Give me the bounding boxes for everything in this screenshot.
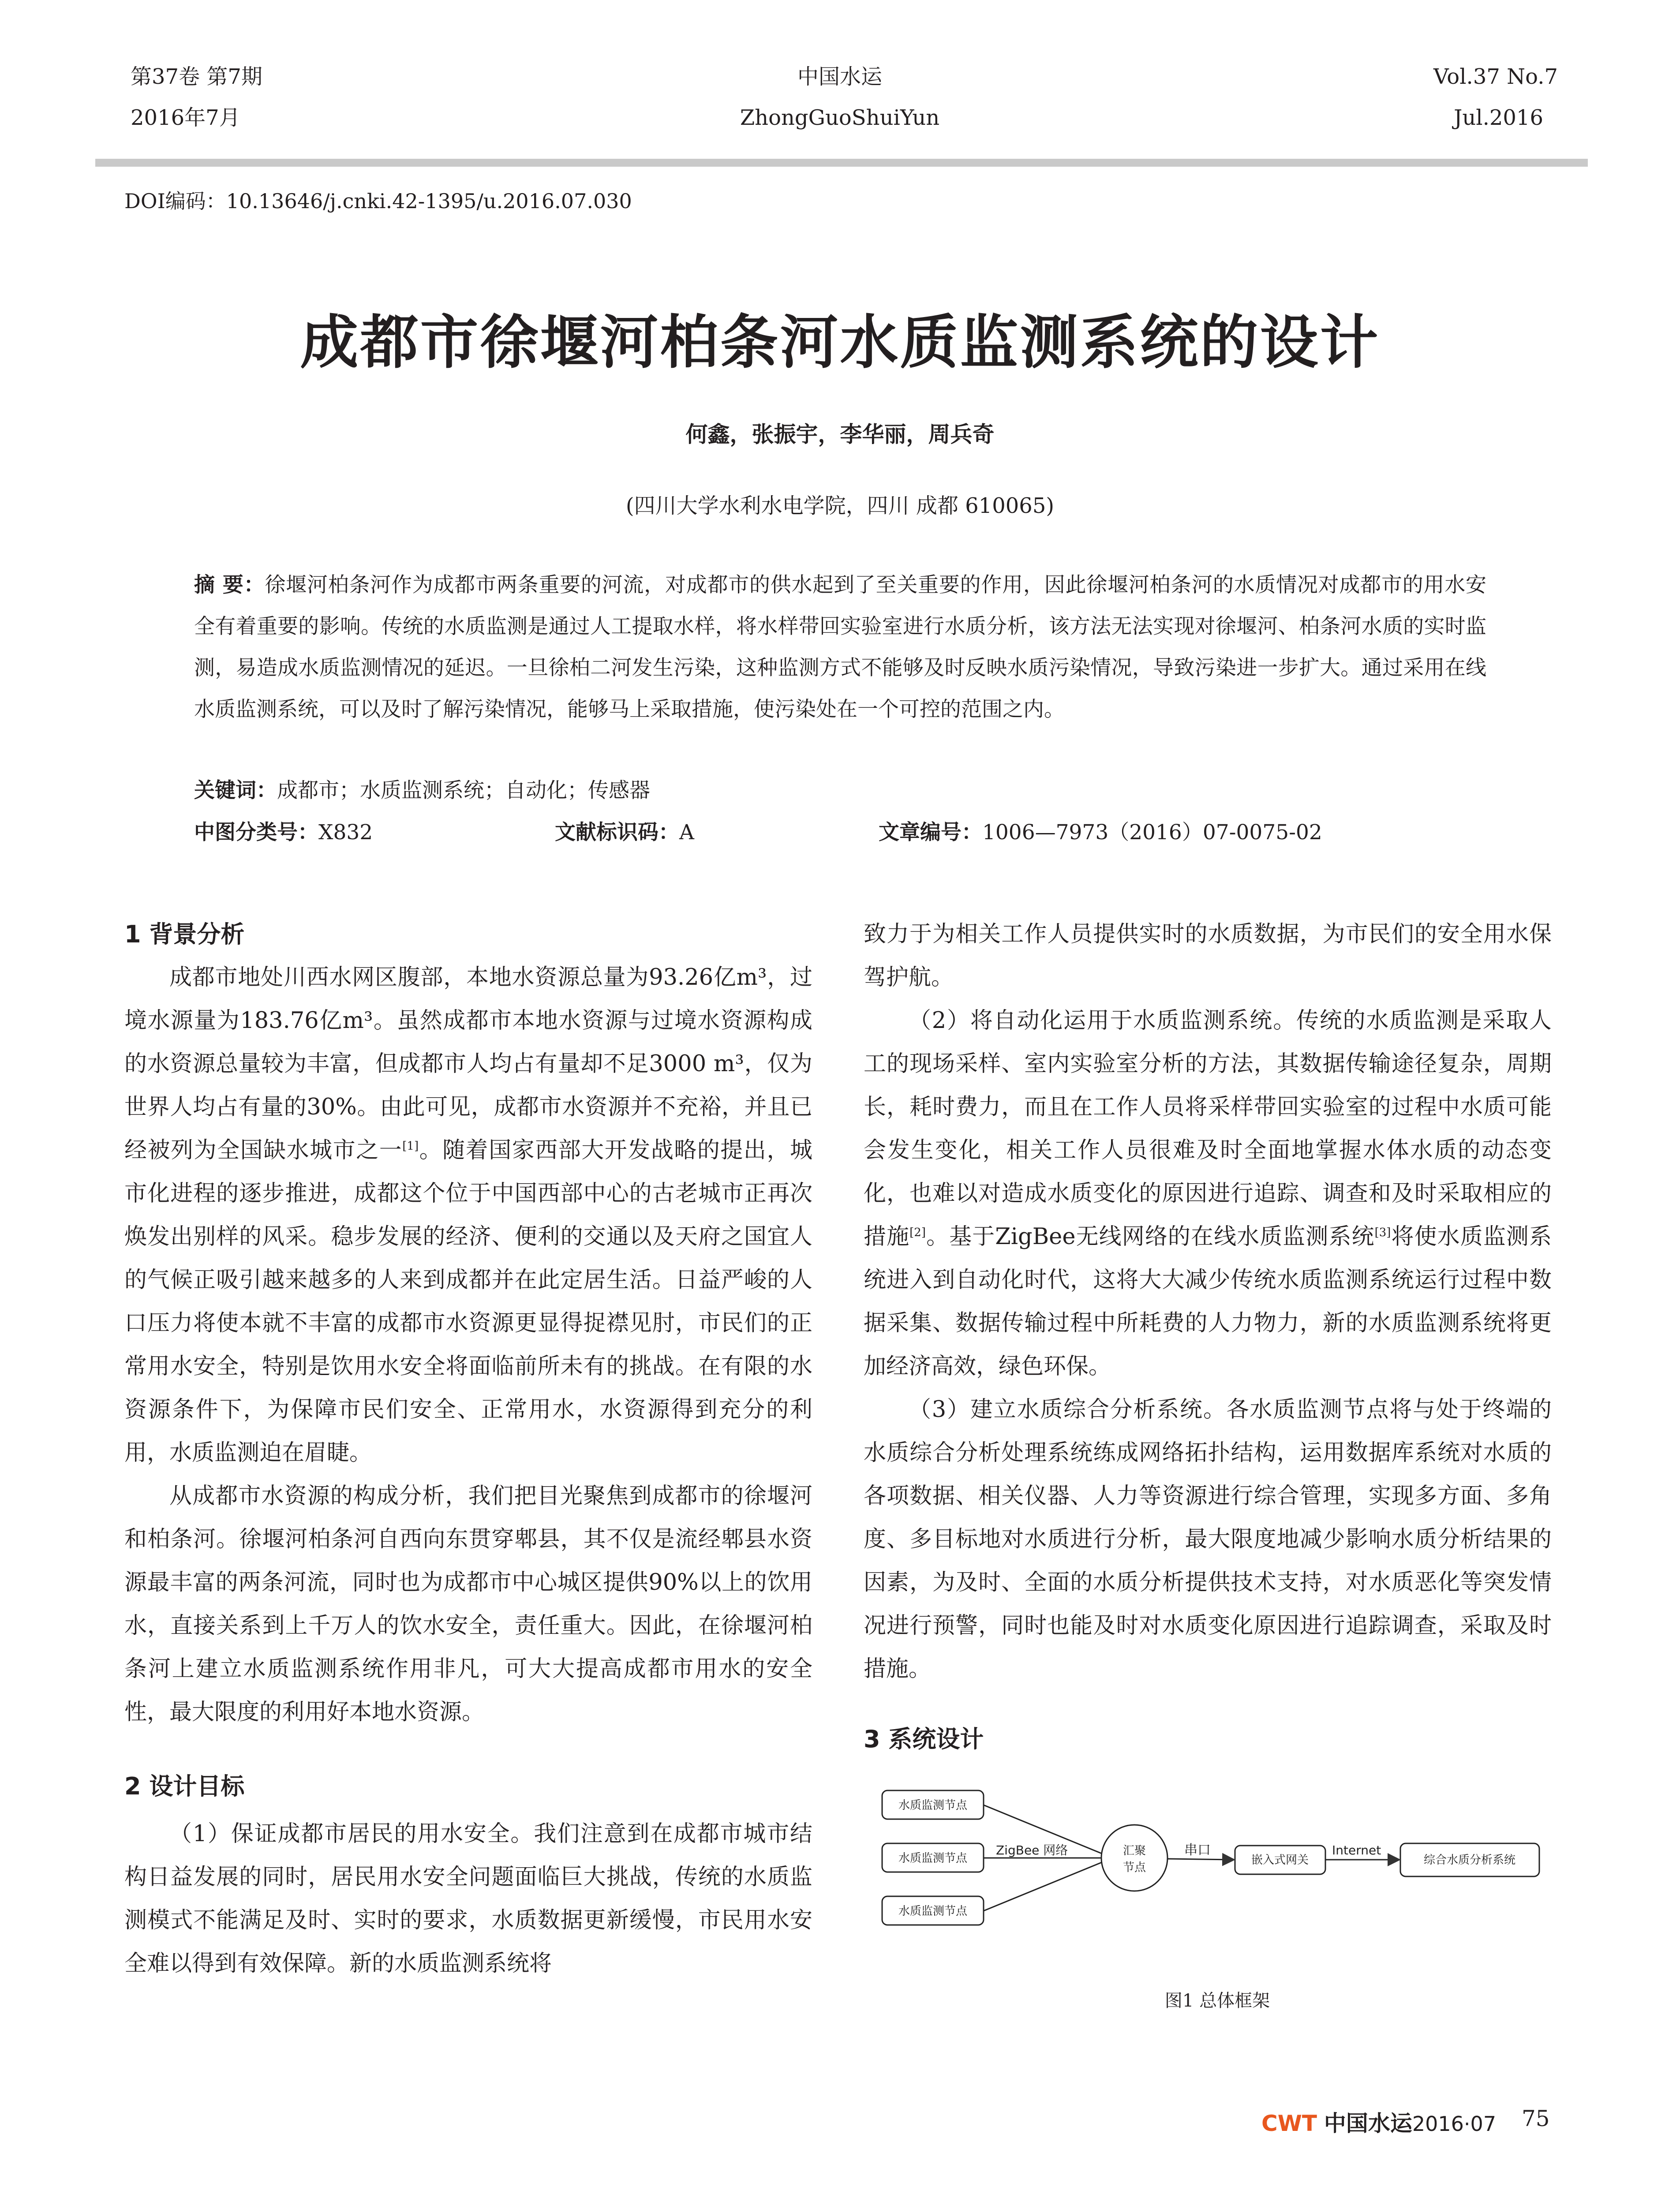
section-3-title: 3 系统设计 — [864, 1725, 984, 1753]
header-date: 2016年7月 — [131, 105, 240, 130]
link-line-3 — [984, 1862, 1102, 1911]
framework-diagram — [878, 1775, 1557, 1965]
affiliation: (四川大学水利水电学院，四川 成都 610065) — [625, 493, 1055, 518]
section-2-title: 2 设计目标 — [124, 1772, 245, 1800]
clc-value: X832 — [318, 820, 373, 845]
page-title: 成都市徐堰河柏条河水质监测系统的设计 — [300, 308, 1380, 377]
hub-label-2: 节点 — [1122, 1861, 1146, 1874]
citation-3: [3] — [1374, 1226, 1391, 1239]
footer-journal: 中国水运 — [1324, 2110, 1412, 2136]
system-label: 综合水质分析系统 — [1423, 1854, 1516, 1867]
hub-label-1: 汇聚 — [1122, 1844, 1146, 1857]
authors: 何鑫，张振宇，李华丽，周兵奇 — [685, 422, 995, 447]
footer-date: 2016·07 — [1412, 2112, 1497, 2136]
header-journal-pinyin: ZhongGuoShuiYun — [740, 105, 940, 130]
paragraph: 从成都市水资源的构成分析，我们把目光聚焦到成都市的徐堰河和柏条河。徐堰河柏条河自西向东贯穿郫县，其不仅是流经郫县水资源最丰富的两条河流，同时也为成都市中心城区提供90%以上的饮用水，直接关系到上千万人的饮水安全，责任重大。因此，在徐堰河柏条河上建立水质监测系统作用非凡，可大大提高成都市用水的安全性，最大限度的利用好本地水资源。 — [124, 1483, 812, 1725]
header-volume: 第37卷 第7期 — [131, 64, 262, 89]
article-number — [879, 816, 1322, 845]
abstract-text: 徐堰河柏条河作为成都市两条重要的河流，对成都市的供水起到了至关重要的作用，因此徐堰河柏条河的水质情况对成都市的用水安全有着重要的影响。传统的水质监测是通过人工提取水样，将水样带回实验室进行水质分析，该方法无法实现对徐堰河、柏条河水质的实时监测，易造成水质监测情况的延迟。一旦徐柏二河发生污染，这种监测方式不能够及时反映水质污染情况，导致污染进一步扩大。通过采用在线水质监测系统，可以及时了解污染情况，能够马上采取措施，使污染处在一个可控的范围之内。 — [194, 573, 1486, 721]
header-journal-cn: 中国水运 — [797, 64, 882, 89]
section-1-title: 1 背景分析 — [124, 920, 245, 948]
node-label-2: 水质监测节点 — [898, 1852, 968, 1865]
citation-2: [2] — [909, 1226, 926, 1239]
clc-label: 中图分类号： — [194, 820, 318, 845]
abstract — [194, 564, 1486, 730]
serial-label: 串口 — [1184, 1842, 1211, 1858]
hub-node-circle — [1101, 1825, 1167, 1891]
left-column — [124, 913, 812, 1985]
node-label-1: 水质监测节点 — [898, 1799, 968, 1812]
paragraph: （3）建立水质综合分析系统。各水质监测节点将与处于终端的水质综合分析处理系统练成网络拓扑结构，运用数据库系统对水质的各项数据、相关仪器、人力等资源进行综合管理，实现多方面、多角度、多目标地对水质进行分析，最大限度地减少影响水质分析结果的因素，为及时、全面的水质分析提供技术支持，对水质恶化等突发情况进行预警，同时也能及时对水质变化原因进行追踪调查，采取及时措施。 — [864, 1397, 1552, 1682]
paragraph: 成都市地处川西水网区腹部，本地水资源总量为93.26亿m³，过境水源量为183.76亿m³。虽然成都市本地水资源与过境水资源构成的水资源总量较为丰富，但成都市人均占有量却不足3000 m³，仅为世界人均占有量的30%。由此可见，成都市水资源并不充裕，并且已经被列为全国缺水城市之一[1]。随着国家西部大开发战略的提出，城市化进程的逐步推进，成都这个位于中国西部中心的古老城市正再次焕发出别样的风采。稳步发展的经济、便利的交通以及天府之国宜人的气候正吸引越来越多的人来到成都并在此定居生活。日益严峻的人口压力将使本就不丰富的成都市水资源更显得捉襟见肘，市民们的正常用水安全，特别是饮用水安全将面临前所未有的挑战。在有限的水资源条件下，为保障市民们安全、正常用水，水资源得到充分的利用，水质监测迫在眉睫。 — [124, 964, 812, 1466]
header-rule — [95, 159, 1588, 167]
paragraph: （2）将自动化运用于水质监测系统。传统的水质监测是采取人工的现场采样、室内实验室分析的方法，其数据传输途径复杂，周期长，耗时费力，而且在工作人员将采样带回实验室的过程中水质可能会发生变化，相关工作人员很难及时全面地掌握水体水质的动态变化，也难以对造成水质变化的原因进行追踪、调查和及时采取相应的措施[2]。基于ZigBee无线网络的在线水质监测系统[3]将使水质监测系统进入到自动化时代，这将大大减少传统水质监测系统运行过程中数据采集、数据传输过程中所耗费的人力物力，新的水质监测系统将更加经济高效，绿色环保。 — [864, 1008, 1552, 1379]
node-label-3: 水质监测节点 — [898, 1905, 968, 1918]
footer-brand — [1261, 2106, 1496, 2138]
clc-code — [194, 816, 373, 845]
keywords-label: 关键词： — [194, 778, 277, 803]
doc-label: 文献标识码： — [555, 820, 679, 845]
citation-1: [1] — [402, 1140, 419, 1153]
doc-value: A — [679, 820, 694, 845]
paragraph: （1）保证成都市居民的用水安全。我们注意到在成都市城市结构日益发展的同时，居民用水安全问题面临巨大挑战，传统的水质监测模式不能满足及时、实时的要求，水质数据更新缓慢，市民用水安全难以得到有效保障。新的水质监测系统将 — [124, 1821, 812, 1977]
art-label: 文章编号： — [879, 820, 982, 845]
paragraph: 致力于为相关工作人员提供实时的水质数据，为市民们的安全用水保驾护航。 — [864, 921, 1552, 990]
abstract-label: 摘 要： — [194, 573, 265, 597]
serial-link — [1167, 1859, 1234, 1860]
internet-label: Internet — [1332, 1843, 1381, 1857]
right-column — [864, 913, 1552, 1766]
header-volume-en: Vol.37 No.7 — [1433, 64, 1558, 89]
page-number: 75 — [1522, 2106, 1550, 2131]
doc-code — [555, 816, 694, 845]
art-value: 1006—7973（2016）07-0075-02 — [982, 820, 1322, 845]
cwt-logo: CWT — [1261, 2111, 1317, 2136]
figure-caption: 图1 总体框架 — [1164, 1991, 1270, 2011]
doi: DOI编码：10.13646/j.cnki.42-1395/u.2016.07.030 — [124, 189, 632, 213]
keywords-text: 成都市；水质监测系统；自动化；传感器 — [277, 778, 650, 803]
keywords — [194, 774, 650, 804]
header-date-en: Jul.2016 — [1454, 105, 1543, 130]
zigbee-label: ZigBee 网络 — [996, 1843, 1068, 1857]
gateway-label: 嵌入式网关 — [1251, 1854, 1309, 1867]
